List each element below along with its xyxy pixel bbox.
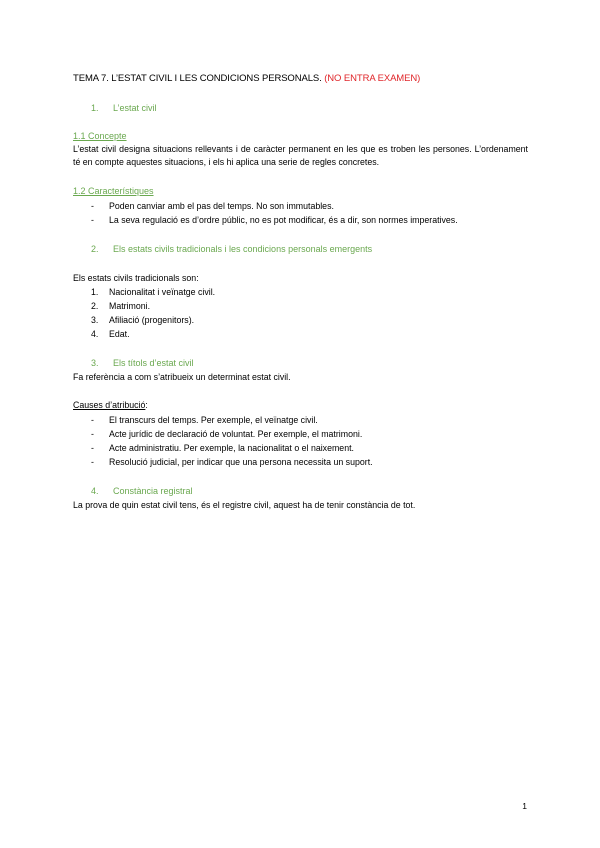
constancia-paragraph: La prova de quin estat civil tens, és el registre civil, aquest ha de tenir constància de tot. [73, 500, 416, 510]
section-2-heading: 2. Els estats civils tradicionals i les condicions personals emergents [91, 244, 373, 254]
tradicionals-item: 3. Afiliació (progenitors). [91, 315, 195, 325]
title-exam-note: (NO ENTRA EXAMEN) [324, 73, 421, 84]
page-number: 1 [522, 801, 527, 811]
caracteristiques-heading: 1.2 Característiques [73, 186, 154, 196]
causes-heading: Causes d’atribució: [73, 400, 148, 410]
causes-item: - Acte jurídic de declaració de voluntat. Per exemple, el matrimoni. [91, 429, 363, 439]
caracteristiques-item: - Poden canviar amb el pas del temps. No son immutables. [91, 201, 334, 211]
section-4-heading: 4. Constància registral [91, 486, 193, 496]
section-1-heading: 1. L’estat civil [91, 103, 157, 113]
tradicionals-item: 2. Matrimoni. [91, 301, 151, 311]
causes-item: - Acte administratiu. Per exemple, la nacionalitat o el naixement. [91, 443, 354, 453]
concepte-heading: 1.1 Concepte [73, 131, 127, 141]
titols-paragraph: Fa referència a com s’atribueix un determinat estat civil. [73, 372, 291, 382]
tradicionals-item: 4. Edat. [91, 329, 130, 339]
section-3-heading: 3. Els títols d’estat civil [91, 358, 194, 368]
tradicionals-intro: Els estats civils tradicionals son: [73, 273, 199, 283]
caracteristiques-item: - La seva regulació es d’ordre públic, no es pot modificar, és a dir, son normes imperatives. [91, 215, 458, 225]
causes-item: - El transcurs del temps. Per exemple, el veïnatge civil. [91, 415, 318, 425]
concepte-paragraph: L’estat civil designa situacions rellevants i de caràcter permanent en les que es troben les persones. L’ordenament té en compte aquestes situacions, i els hi aplica una serie de regles concretes. [73, 144, 528, 167]
title-main: TEMA 7. L’ESTAT CIVIL I LES CONDICIONS PERSONALS. [73, 73, 322, 84]
document-title [73, 73, 420, 84]
causes-item: - Resolució judicial, per indicar que una persona necessita un suport. [91, 457, 373, 467]
tradicionals-item: 1. Nacionalitat i veïnatge civil. [91, 287, 216, 297]
